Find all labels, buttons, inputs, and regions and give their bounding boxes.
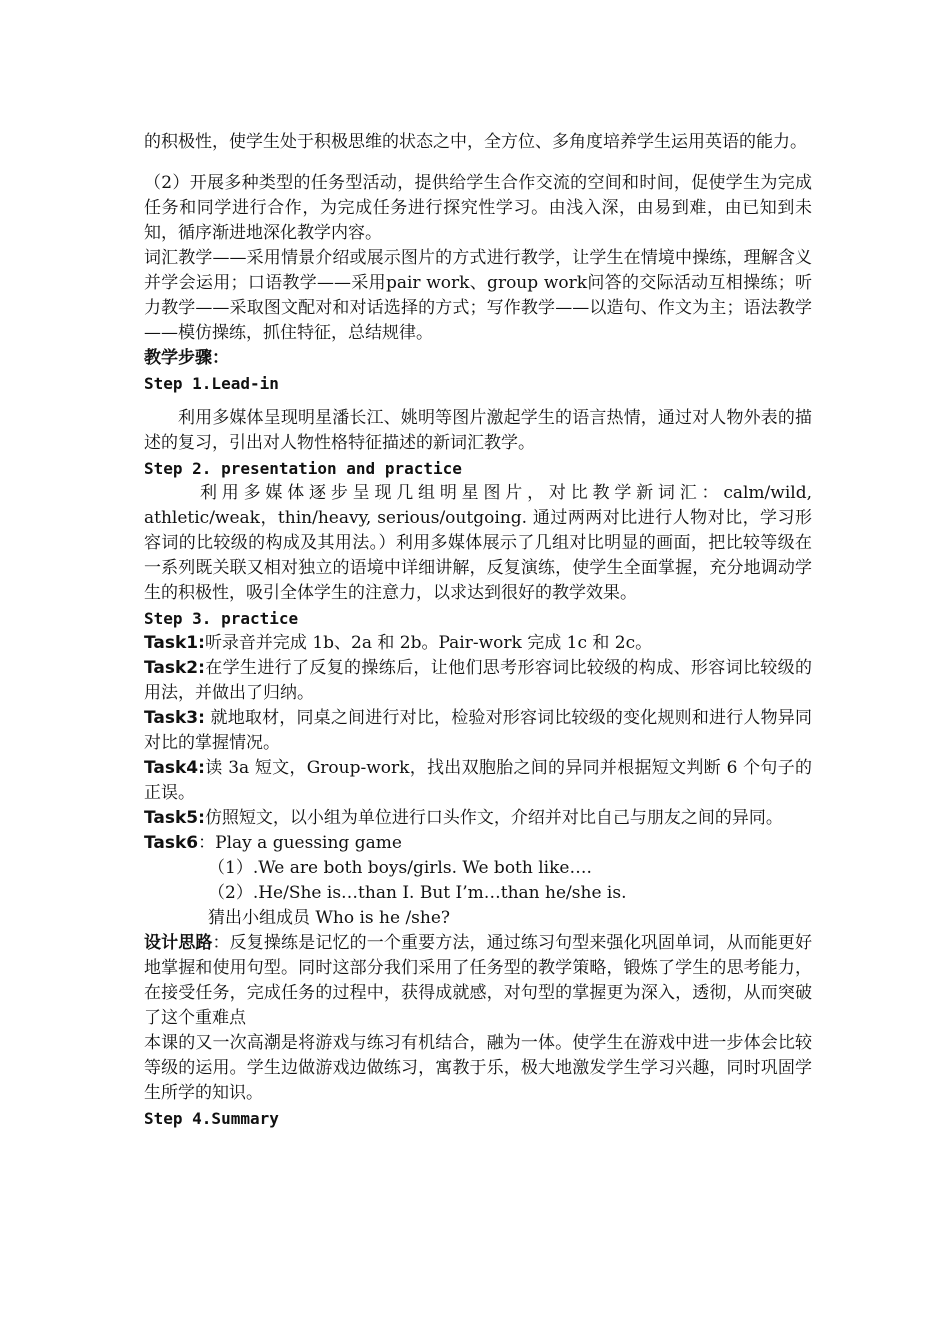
step3-title: Step 3. practice: [144, 609, 299, 628]
task6-line-2: （2）.He/She is…than I. But I’m…than he/she is.: [208, 883, 627, 903]
step2-text: 利用多媒体逐步呈现几组明星图片，对比教学新词汇：calm/wild, athletic/weak，thin/heavy, serious/outgoing. 通过两两对比进行人物对比，学习形容词的比较级的构成及其用法。）利用多媒体展示了几组对比明显的画面，把比较等级在一系列既关联又相对独立的语境中详细讲解，反复演练，使学生全面掌握，充分地调动学生的积极性，吸引全体学生的注意力，以求达到很好的教学效果。: [144, 483, 812, 603]
design-thinking-2: 本课的又一次高潮是将游戏与练习有机结合，融为一体。使学生在游戏中进一步体会比较等级的运用。学生边做游戏边做练习，寓教于乐，极大地激发学生学习兴趣，同时巩固学生所学的知识。: [144, 1033, 812, 1103]
task6-line-3: 猜出小组成员 Who is he /she?: [208, 908, 451, 928]
task2: [144, 656, 812, 706]
design-text: ：反复操练是记忆的一个重要方法，通过练习句型来强化巩固单词，从而能更好地掌握和使用句型。同时这部分我们采用了任务型的教学策略，锻炼了学生的思考能力，在接受任务，完成任务的过程中，获得成就感，对句型的掌握更为深入，透彻，从而突破了这个重难点: [144, 933, 813, 1028]
task2-label: Task2:: [144, 658, 205, 678]
task1: [144, 631, 812, 656]
step1-text: 利用多媒体呈现明星潘长江、姚明等图片激起学生的语言热情，通过对人物外表的描述的复习，引出对人物性格特征描述的新词汇教学。: [144, 408, 812, 453]
steps-heading: 教学步骤：: [144, 348, 229, 368]
task4: [144, 756, 812, 806]
task1-text: 听录音并完成 1b、2a 和 2b。Pair-work 完成 1c 和 2c。: [204, 633, 653, 653]
paragraph-intro: 的积极性，使学生处于积极思维的状态之中，全方位、多角度培养学生运用英语的能力。: [144, 132, 807, 152]
task4-label: Task4:: [144, 758, 205, 778]
task6-line-1: （1）.We are both boys/girls. We both like….: [208, 858, 592, 878]
paragraph-teaching-methods: 词汇教学——采用情景介绍或展示图片的方式进行教学，让学生在情境中操练，理解含义并学会运用；口语教学——采用pair work、group work问答的交际活动互相操练；听力教学——采取图文配对和对话选择的方式；写作教学——以造句、作文为主；语法教学——模仿操练，抓住特征，总结规律。: [144, 248, 812, 343]
task6-label: Task6: [144, 833, 199, 853]
task5: [144, 806, 812, 831]
task6: [144, 831, 812, 856]
step1-title: Step 1.Lead-in: [144, 374, 279, 393]
task1-label: Task1:: [144, 633, 205, 653]
task3-text: 就地取材，同桌之间进行对比，检验对形容词比较级的变化规则和进行人物异同对比的掌握情况。: [144, 708, 812, 753]
task6-text: ：Play a guessing game: [198, 833, 402, 853]
task5-text: 仿照短文，以小组为单位进行口头作文，介绍并对比自己与朋友之间的异同。: [204, 808, 783, 828]
task3: [144, 706, 812, 756]
paragraph-task-activities: （2）开展多种类型的任务型活动，提供给学生合作交流的空间和时间，促使学生为完成任务和同学进行合作，为完成任务进行探究性学习。由浅入深，由易到难，由已知到未知，循序渐进地深化教学内容。: [144, 173, 812, 243]
design-thinking: [144, 931, 812, 1031]
step2-title: Step 2. presentation and practice: [144, 459, 462, 478]
task5-label: Task5:: [144, 808, 205, 828]
design-label: 设计思路: [144, 933, 213, 953]
task3-label: Task3:: [144, 708, 205, 728]
document-page: [144, 124, 812, 1131]
task4-text: 读 3a 短文，Group-work，找出双胞胎之间的异同并根据短文判断 6 个句子的正误。: [144, 758, 812, 803]
step4-title: Step 4.Summary: [144, 1109, 279, 1128]
task2-text: 在学生进行了反复的操练后，让他们思考形容词比较级的构成、形容词比较级的用法，并做出了归纳。: [144, 658, 812, 703]
